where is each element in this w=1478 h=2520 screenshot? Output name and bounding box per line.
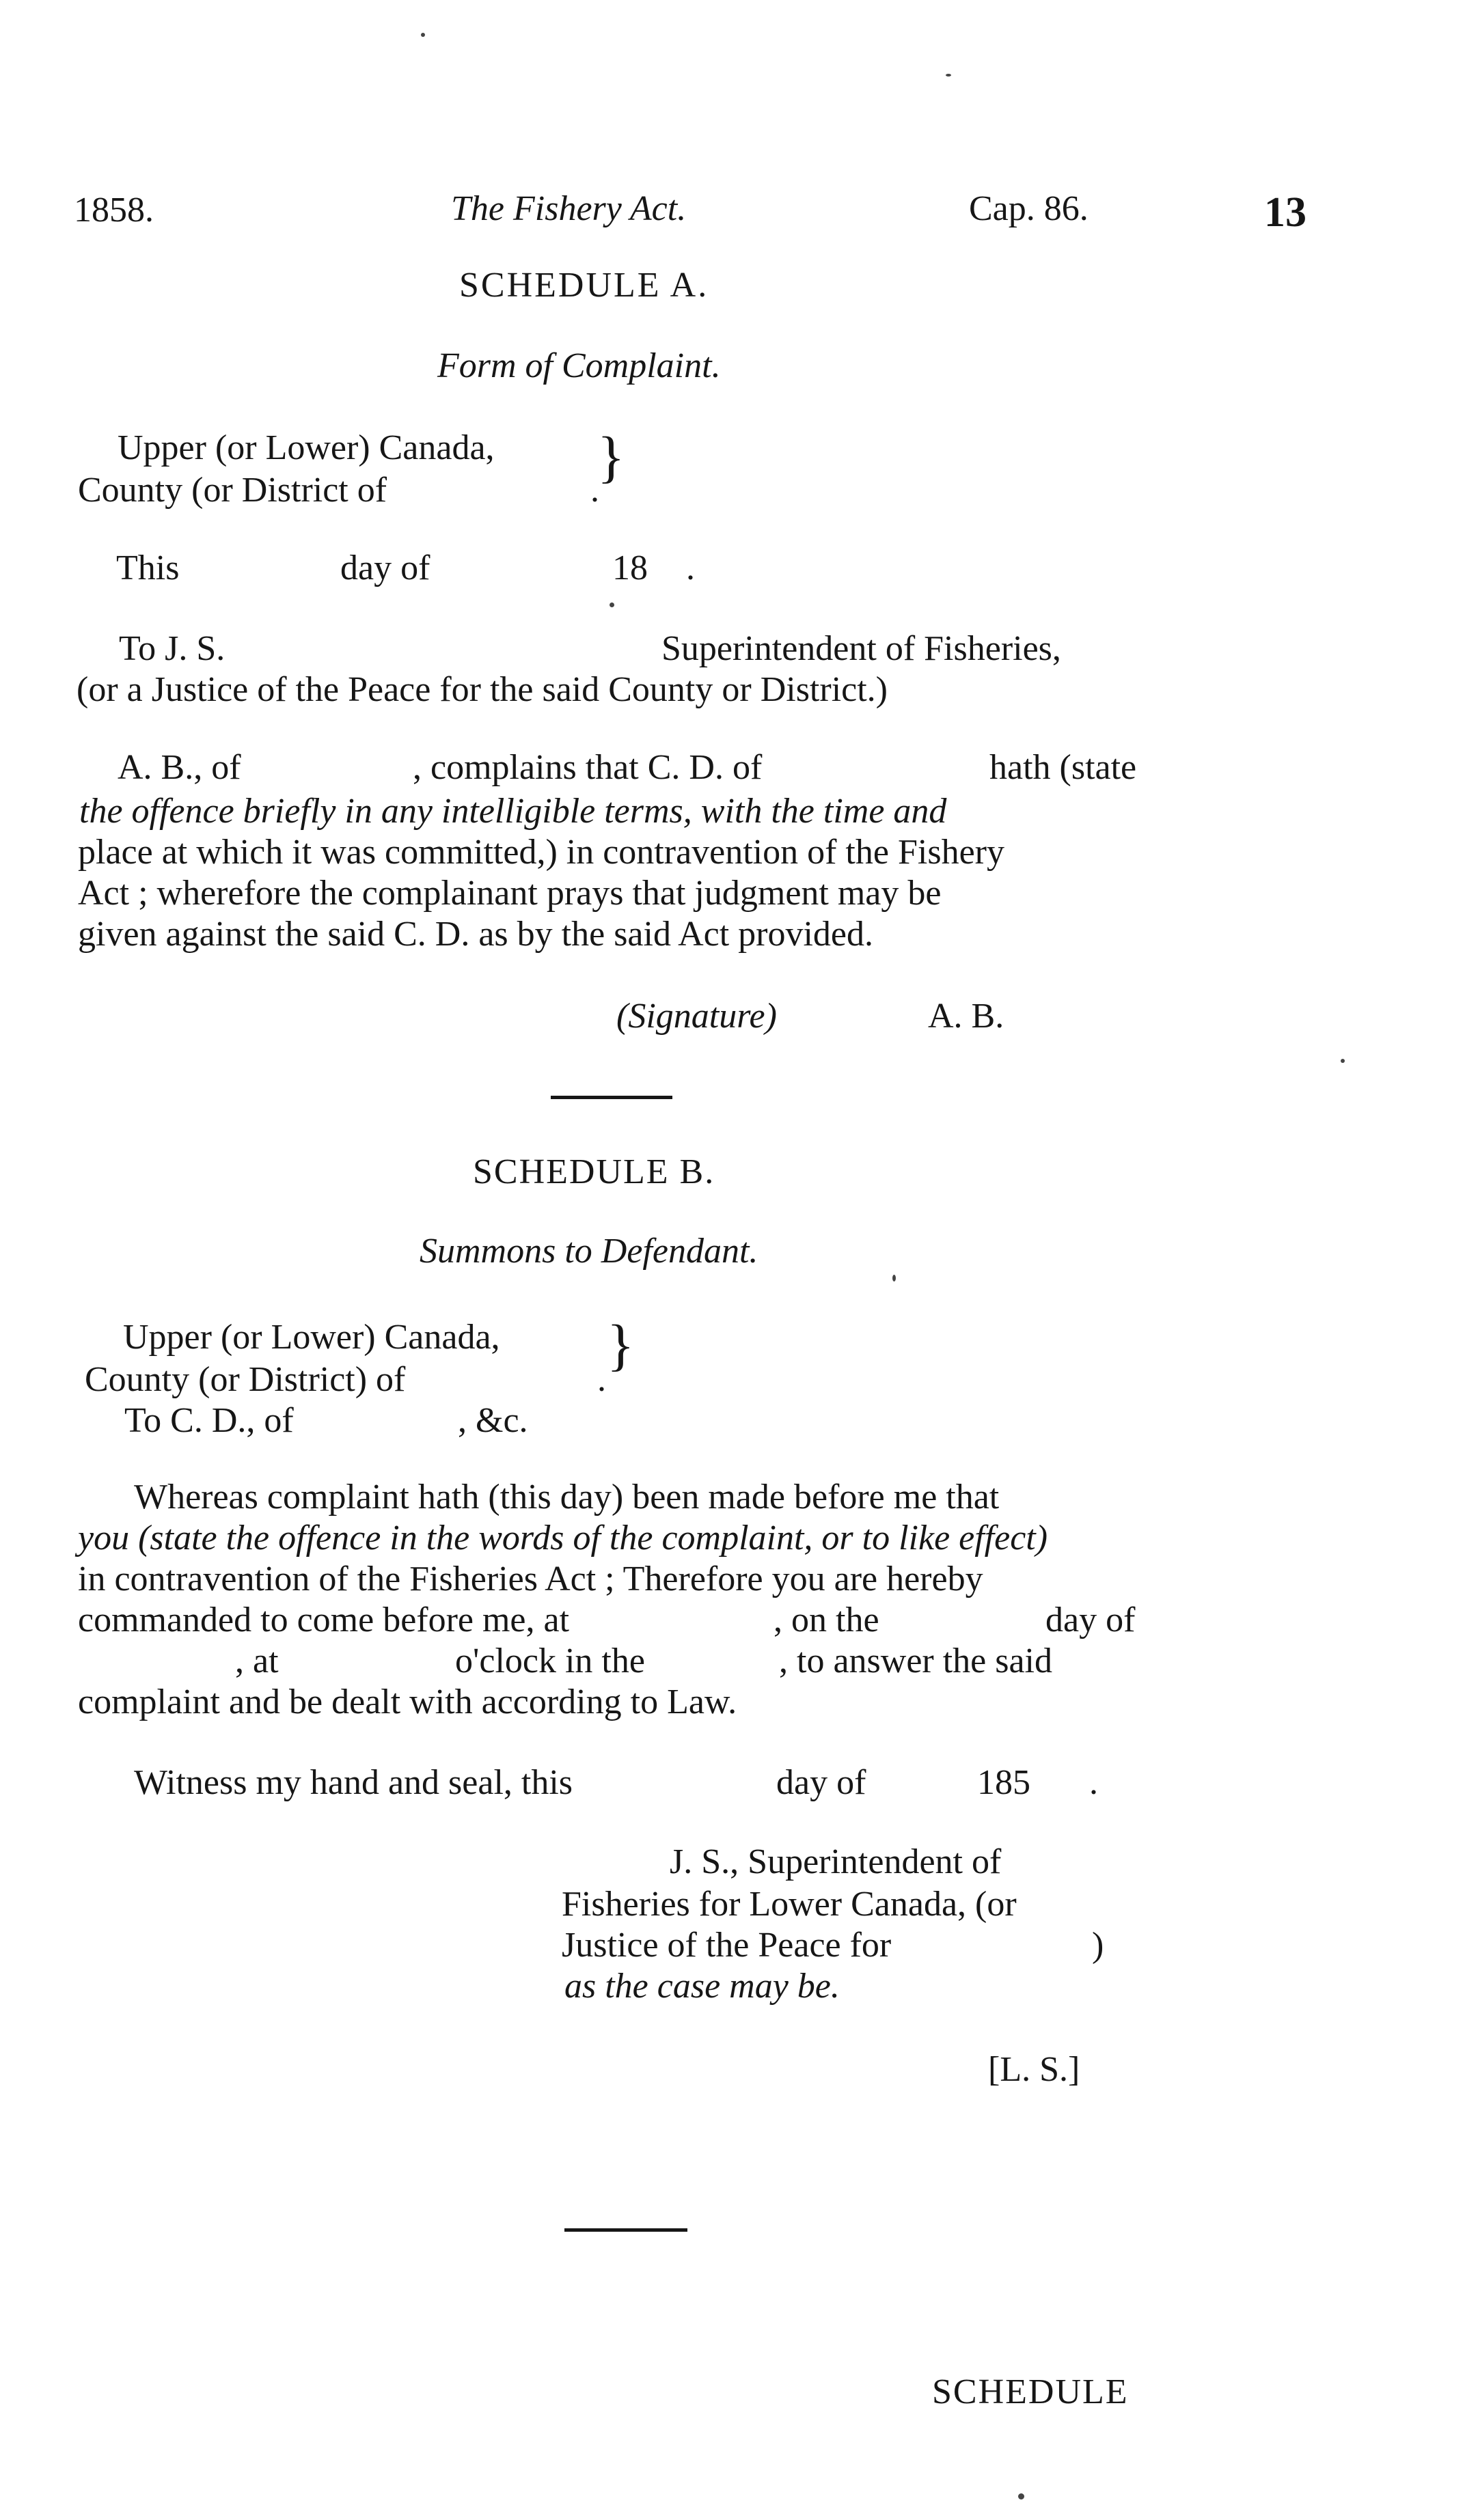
to-line-2: (or a Justice of the Peace for the said County or District.)	[77, 670, 888, 709]
summons-line-1: Whereas complaint hath (this day) been made before me that	[134, 1478, 1000, 1517]
summons-line-3: in contravention of the Fisheries Act ; Therefore you are hereby	[78, 1560, 983, 1598]
scan-speck	[946, 74, 951, 77]
b-to-line-b: , &c.	[458, 1401, 528, 1440]
section-divider-1	[551, 1096, 672, 1099]
summons-line-5b: o'clock in the	[455, 1642, 645, 1680]
complaint-line-1c: hath (state	[989, 748, 1137, 787]
scan-speck	[1018, 2493, 1024, 2500]
signatory-line-1: J. S., Superintendent of	[670, 1842, 1002, 1881]
header-title: The Fishery Act.	[451, 189, 687, 228]
b-venue-line-1: Upper (or Lower) Canada,	[123, 1318, 500, 1357]
scan-speck	[892, 1275, 896, 1282]
b-venue-dot: .	[597, 1360, 606, 1399]
date-day-of: day of	[340, 549, 430, 587]
witness-line-b: day of	[776, 1763, 866, 1802]
summons-line-6: complaint and be dealt with according to Law.	[78, 1683, 737, 1721]
date-this: This	[116, 549, 180, 587]
header-chapter: Cap. 86.	[969, 189, 1089, 228]
witness-line-c: 185	[977, 1763, 1030, 1802]
date-year: 18	[612, 549, 648, 587]
venue-dot: .	[590, 471, 599, 510]
signatory-line-2: Fisheries for Lower Canada, (or	[562, 1885, 1017, 1924]
scan-speck	[421, 33, 425, 37]
to-title: Superintendent of Fisheries,	[661, 629, 1061, 668]
scan-speck	[1341, 1059, 1345, 1063]
complaint-line-5: given against the said C. D. as by the said Act provided.	[78, 915, 874, 954]
complaint-line-1b: , complains that C. D. of	[413, 748, 763, 787]
complaint-line-3: place at which it was committed,) in contravention of the Fishery	[78, 833, 1004, 872]
summons-line-5a: , at	[235, 1642, 279, 1680]
signature-label: (Signature)	[616, 997, 777, 1036]
schedule-b-heading: SCHEDULE B.	[473, 1152, 715, 1191]
schedule-a-subheading: Form of Complaint.	[437, 346, 721, 385]
venue-brace: }	[597, 426, 625, 489]
b-to-line-a: To C. D., of	[124, 1401, 294, 1440]
section-divider-2	[564, 2228, 687, 2232]
complaint-line-1a: A. B., of	[118, 748, 241, 787]
venue-line-1: Upper (or Lower) Canada,	[118, 428, 495, 467]
complaint-line-4: Act ; wherefore the complainant prays that judgment may be	[78, 874, 942, 913]
witness-line-a: Witness my hand and seal, this	[134, 1763, 573, 1802]
header-year: 1858.	[74, 191, 154, 230]
witness-dot: .	[1089, 1763, 1098, 1802]
complaint-line-2: the offence briefly in any intelligible terms, with the time and	[79, 792, 947, 831]
signature-name: A. B.	[928, 997, 1004, 1036]
to-addressee: To J. S.	[119, 629, 225, 668]
summons-line-4a: commanded to come before me, at	[78, 1601, 570, 1639]
schedule-b-subheading: Summons to Defendant.	[420, 1232, 758, 1271]
schedule-a-heading: SCHEDULE A.	[459, 266, 709, 305]
scan-speck	[610, 603, 614, 607]
page-number: 13	[1264, 189, 1306, 236]
signatory-line-3a: Justice of the Peace for	[562, 1926, 892, 1965]
signatory-line-3b: )	[1092, 1926, 1104, 1965]
catchword: SCHEDULE	[932, 2372, 1129, 2411]
date-dot: .	[686, 549, 695, 587]
b-venue-line-2: County (or District) of	[85, 1360, 406, 1399]
summons-line-5c: , to answer the said	[779, 1642, 1053, 1680]
signatory-line-4: as the case may be.	[564, 1967, 840, 2006]
b-venue-brace: }	[607, 1314, 635, 1377]
summons-line-2: you (state the offence in the words of the complaint, or to like effect)	[78, 1519, 1048, 1557]
summons-line-4c: day of	[1045, 1601, 1136, 1639]
seal-mark: [L. S.]	[988, 2050, 1080, 2089]
venue-line-2: County (or District of	[78, 471, 387, 510]
summons-line-4b: , on the	[774, 1601, 879, 1639]
